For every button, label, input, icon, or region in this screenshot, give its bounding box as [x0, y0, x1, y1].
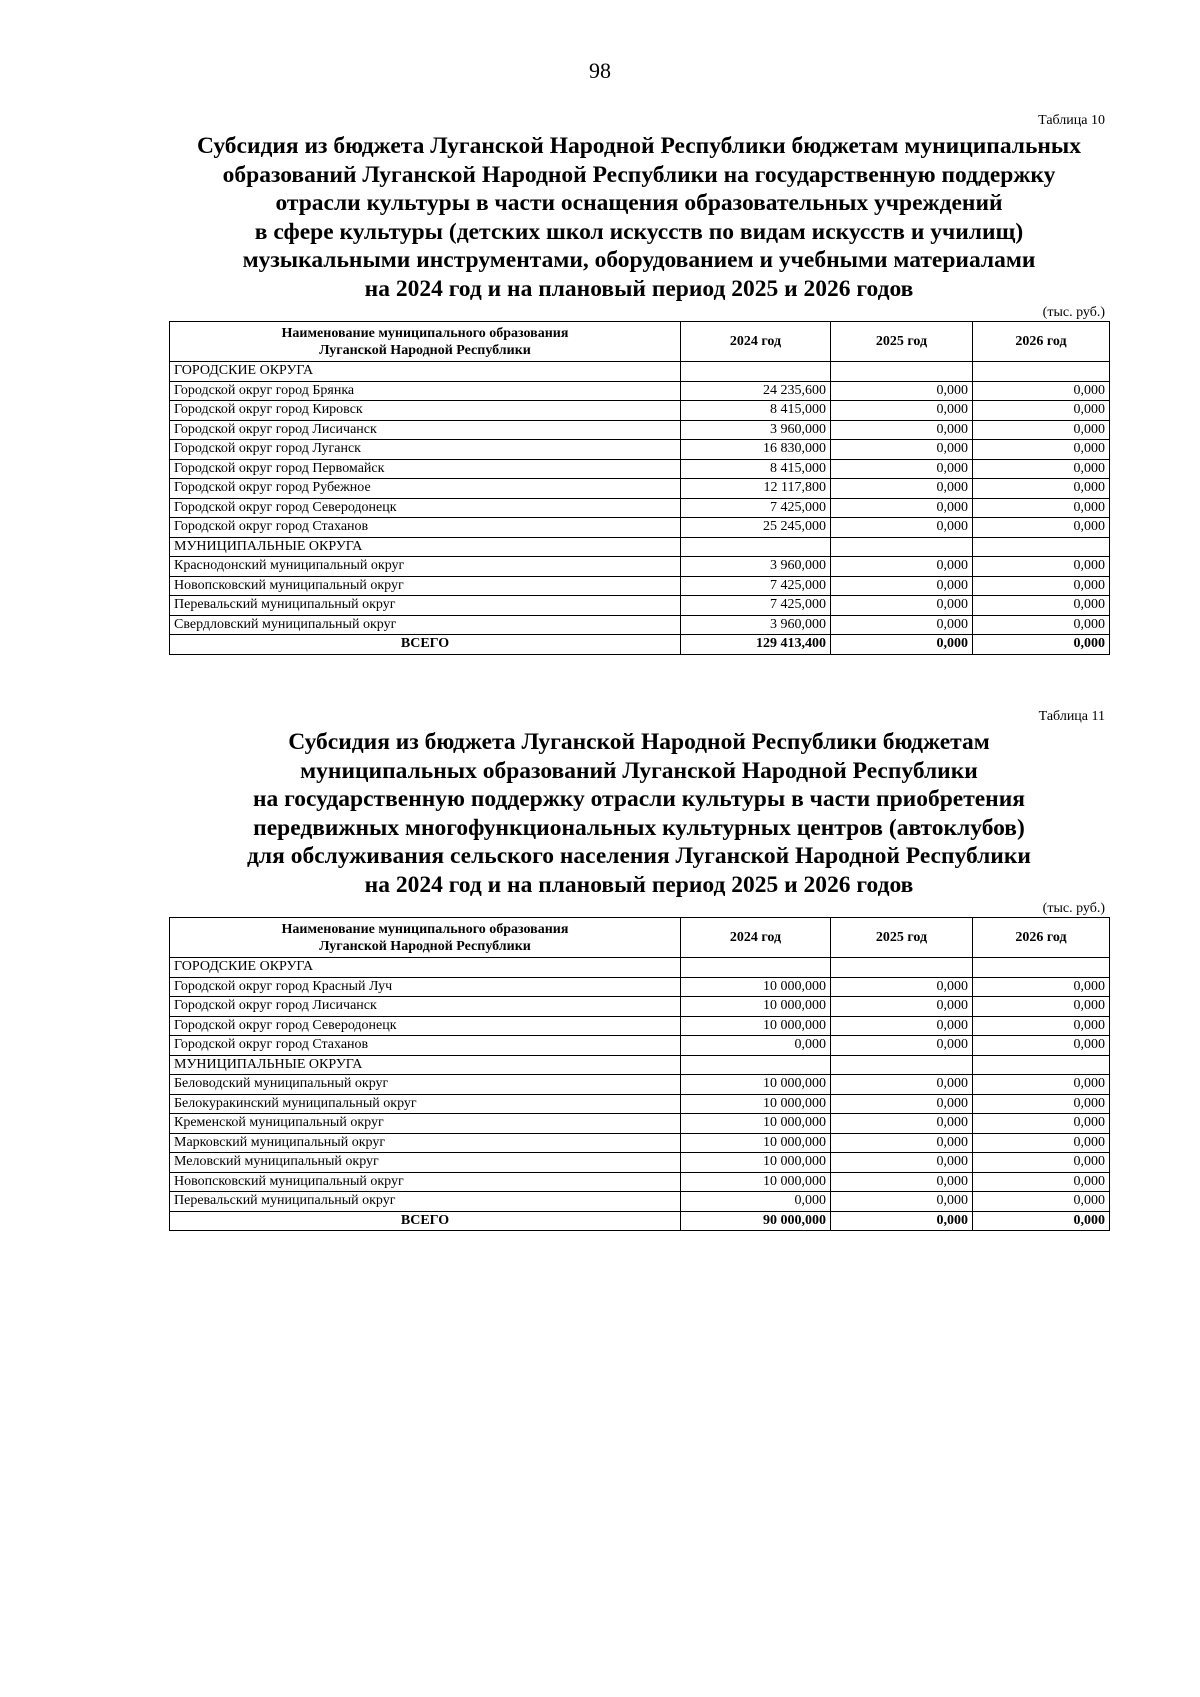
cell-2024 [681, 362, 831, 382]
cell-name: Перевальский муниципальный округ [170, 1192, 681, 1212]
cell-2025: 0,000 [831, 479, 973, 499]
table-body [170, 958, 1110, 1231]
cell-name: Городской округ город Северодонецк [170, 1016, 681, 1036]
cell-name: ГОРОДСКИЕ ОКРУГА [170, 958, 681, 978]
table-header-row [170, 322, 1110, 362]
cell-name: МУНИЦИПАЛЬНЫЕ ОКРУГА [170, 1055, 681, 1075]
header-2025: 2025 год [831, 918, 973, 958]
cell-2026: 0,000 [973, 1192, 1110, 1212]
cell-2025: 0,000 [831, 401, 973, 421]
section-row [170, 537, 1110, 557]
cell-name: Городской округ город Лисичанск [170, 997, 681, 1017]
cell-name: ГОРОДСКИЕ ОКРУГА [170, 362, 681, 382]
cell-2024: 10 000,000 [681, 1172, 831, 1192]
table-row [170, 977, 1110, 997]
cell-name: Белокуракинский муниципальный округ [170, 1094, 681, 1114]
cell-name: ВСЕГО [170, 1211, 681, 1231]
table-row [170, 1114, 1110, 1134]
cell-2026 [973, 537, 1110, 557]
table-row [170, 1172, 1110, 1192]
cell-2024: 0,000 [681, 1036, 831, 1056]
cell-name: Городской округ город Луганск [170, 440, 681, 460]
units-label: (тыс. руб.) [1042, 901, 1105, 916]
cell-name: ВСЕГО [170, 635, 681, 655]
cell-2025: 0,000 [831, 1133, 973, 1153]
cell-2025: 0,000 [831, 1153, 973, 1173]
cell-2024: 25 245,000 [681, 518, 831, 538]
cell-2024: 7 425,000 [681, 498, 831, 518]
header-name-line: Луганской Народной Республики [319, 938, 531, 954]
table-row [170, 615, 1110, 635]
title-line: отрасли культуры в части оснащения образовательных учреждений [275, 190, 1003, 216]
cell-name: Марковский муниципальный округ [170, 1133, 681, 1153]
cell-2025: 0,000 [831, 381, 973, 401]
cell-2024: 10 000,000 [681, 997, 831, 1017]
cell-name: МУНИЦИПАЛЬНЫЕ ОКРУГА [170, 537, 681, 557]
cell-2026: 0,000 [973, 1016, 1110, 1036]
cell-2026: 0,000 [973, 440, 1110, 460]
cell-2025: 0,000 [831, 635, 973, 655]
cell-name: Свердловский муниципальный округ [170, 615, 681, 635]
subsidy-table [169, 917, 1110, 1231]
table-title [169, 132, 1109, 303]
cell-2026: 0,000 [973, 596, 1110, 616]
cell-2026: 0,000 [973, 459, 1110, 479]
cell-name: Беловодский муниципальный округ [170, 1075, 681, 1095]
header-2026: 2026 год [973, 322, 1110, 362]
table-row [170, 1016, 1110, 1036]
cell-2026: 0,000 [973, 381, 1110, 401]
cell-2026: 0,000 [973, 997, 1110, 1017]
section-row [170, 362, 1110, 382]
title-line: Субсидия из бюджета Луганской Народной Республики бюджетам [288, 729, 990, 755]
table-row [170, 479, 1110, 499]
header-2024: 2024 год [681, 322, 831, 362]
cell-2024 [681, 958, 831, 978]
table-row [170, 420, 1110, 440]
title-line: Субсидия из бюджета Луганской Народной Республики бюджетам муниципальных [196, 133, 1082, 159]
total-row [170, 635, 1110, 655]
table-row [170, 401, 1110, 421]
cell-2024: 12 117,800 [681, 479, 831, 499]
cell-2024: 16 830,000 [681, 440, 831, 460]
cell-name: Городской округ город Стаханов [170, 518, 681, 538]
cell-2024: 10 000,000 [681, 1114, 831, 1134]
section-row [170, 1055, 1110, 1075]
title-line: на государственную поддержку отрасли культуры в части приобретения [253, 786, 1025, 812]
total-row [170, 1211, 1110, 1231]
cell-2024: 3 960,000 [681, 615, 831, 635]
cell-2026: 0,000 [973, 1211, 1110, 1231]
table-row [170, 576, 1110, 596]
table-row [170, 1036, 1110, 1056]
cell-2024: 10 000,000 [681, 1153, 831, 1173]
cell-2026: 0,000 [973, 1153, 1110, 1173]
title-line: муниципальных образований Луганской Народной Республики [300, 757, 978, 784]
table-row [170, 557, 1110, 577]
cell-2026: 0,000 [973, 518, 1110, 538]
cell-name: Городской округ город Рубежное [170, 479, 681, 499]
header-2024: 2024 год [681, 918, 831, 958]
table-row [170, 381, 1110, 401]
header-2025: 2025 год [831, 322, 973, 362]
cell-2026: 0,000 [973, 635, 1110, 655]
table-row [170, 518, 1110, 538]
cell-2026: 0,000 [973, 1133, 1110, 1153]
cell-2026: 0,000 [973, 557, 1110, 577]
cell-name: Краснодонский муниципальный округ [170, 557, 681, 577]
cell-name: Кременской муниципальный округ [170, 1114, 681, 1134]
cell-2024: 8 415,000 [681, 401, 831, 421]
cell-2025: 0,000 [831, 459, 973, 479]
cell-name: Городской округ город Стаханов [170, 1036, 681, 1056]
cell-2024: 129 413,400 [681, 635, 831, 655]
cell-2025: 0,000 [831, 576, 973, 596]
cell-2026: 0,000 [973, 479, 1110, 499]
cell-name: Новопсковский муниципальный округ [170, 1172, 681, 1192]
table-block-10 [169, 112, 1109, 655]
header-name-line: Наименование муниципального образования [281, 921, 569, 937]
title-line: образований Луганской Народной Республики на государственную поддержку [222, 161, 1056, 188]
table-row [170, 1153, 1110, 1173]
header-name-line: Наименование муниципального образования [281, 325, 569, 341]
table-row [170, 1192, 1110, 1212]
table-row [170, 459, 1110, 479]
cell-2025: 0,000 [831, 615, 973, 635]
cell-2026: 0,000 [973, 1075, 1110, 1095]
cell-2025: 0,000 [831, 997, 973, 1017]
cell-2026: 0,000 [973, 1036, 1110, 1056]
cell-name: Меловский муниципальный округ [170, 1153, 681, 1173]
cell-2025: 0,000 [831, 1036, 973, 1056]
cell-2024: 8 415,000 [681, 459, 831, 479]
cell-2024 [681, 537, 831, 557]
table-row [170, 440, 1110, 460]
title-line: передвижных многофункциональных культурных центров (автоклубов) [253, 814, 1025, 841]
table-row [170, 1075, 1110, 1095]
title-line: на 2024 год и на плановый период 2025 и 2026 годов [364, 871, 914, 898]
cell-2025: 0,000 [831, 518, 973, 538]
title-line: для обслуживания сельского населения Луганской Народной Республики [247, 843, 1031, 869]
cell-2024: 10 000,000 [681, 1133, 831, 1153]
cell-2026: 0,000 [973, 498, 1110, 518]
cell-2025: 0,000 [831, 420, 973, 440]
cell-2026: 0,000 [973, 576, 1110, 596]
table-row [170, 498, 1110, 518]
cell-2025: 0,000 [831, 1114, 973, 1134]
cell-2024: 24 235,600 [681, 381, 831, 401]
cell-2025 [831, 362, 973, 382]
cell-name: Новопсковский муниципальный округ [170, 576, 681, 596]
units-label: (тыс. руб.) [1042, 305, 1105, 320]
cell-2026: 0,000 [973, 420, 1110, 440]
cell-2025: 0,000 [831, 1075, 973, 1095]
cell-name: Городской округ город Брянка [170, 381, 681, 401]
header-name [170, 918, 681, 958]
table-block-11 [169, 708, 1109, 1231]
cell-name: Городской округ город Северодонецк [170, 498, 681, 518]
cell-2025: 0,000 [831, 1094, 973, 1114]
page-number: 98 [589, 58, 611, 83]
cell-2025 [831, 958, 973, 978]
table-header-row [170, 918, 1110, 958]
cell-2025: 0,000 [831, 1211, 973, 1231]
cell-2025 [831, 1055, 973, 1075]
table-row [170, 1133, 1110, 1153]
cell-name: Городской округ город Кировск [170, 401, 681, 421]
cell-2024: 3 960,000 [681, 557, 831, 577]
table-label: Таблица 10 [1038, 113, 1105, 128]
cell-2026: 0,000 [973, 1172, 1110, 1192]
table-row [170, 997, 1110, 1017]
cell-2026: 0,000 [973, 1094, 1110, 1114]
cell-2026 [973, 362, 1110, 382]
cell-2026: 0,000 [973, 401, 1110, 421]
cell-2024 [681, 1055, 831, 1075]
cell-2025: 0,000 [831, 440, 973, 460]
table-body [170, 362, 1110, 655]
table-title [169, 728, 1109, 899]
cell-2026: 0,000 [973, 1114, 1110, 1134]
cell-name: Городской округ город Лисичанск [170, 420, 681, 440]
cell-2026 [973, 958, 1110, 978]
cell-2024: 0,000 [681, 1192, 831, 1212]
title-line: в сфере культуры (детских школ искусств по видам искусств и училищ) [254, 218, 1024, 245]
header-2026: 2026 год [973, 918, 1110, 958]
cell-2025: 0,000 [831, 498, 973, 518]
cell-2024: 3 960,000 [681, 420, 831, 440]
cell-2024: 10 000,000 [681, 977, 831, 997]
cell-2024: 10 000,000 [681, 1094, 831, 1114]
table-label: Таблица 11 [1038, 709, 1105, 724]
cell-2024: 7 425,000 [681, 576, 831, 596]
cell-2025: 0,000 [831, 1192, 973, 1212]
subsidy-table [169, 321, 1110, 655]
cell-2026: 0,000 [973, 615, 1110, 635]
cell-2024: 7 425,000 [681, 596, 831, 616]
cell-name: Городской округ город Первомайск [170, 459, 681, 479]
cell-2025: 0,000 [831, 977, 973, 997]
header-name-line: Луганской Народной Республики [319, 342, 531, 358]
table-row [170, 1094, 1110, 1114]
cell-name: Городской округ город Красный Луч [170, 977, 681, 997]
title-line: на 2024 год и на плановый период 2025 и 2026 годов [364, 275, 914, 302]
cell-2024: 90 000,000 [681, 1211, 831, 1231]
cell-2024: 10 000,000 [681, 1075, 831, 1095]
cell-2025: 0,000 [831, 1016, 973, 1036]
section-row [170, 958, 1110, 978]
cell-2026 [973, 1055, 1110, 1075]
cell-2025: 0,000 [831, 1172, 973, 1192]
header-name [170, 322, 681, 362]
table-row [170, 596, 1110, 616]
title-line: музыкальными инструментами, оборудованием и учебными материалами [242, 247, 1036, 273]
cell-name: Перевальский муниципальный округ [170, 596, 681, 616]
cell-2026: 0,000 [973, 977, 1110, 997]
cell-2025: 0,000 [831, 557, 973, 577]
cell-2024: 10 000,000 [681, 1016, 831, 1036]
cell-2025: 0,000 [831, 596, 973, 616]
cell-2025 [831, 537, 973, 557]
